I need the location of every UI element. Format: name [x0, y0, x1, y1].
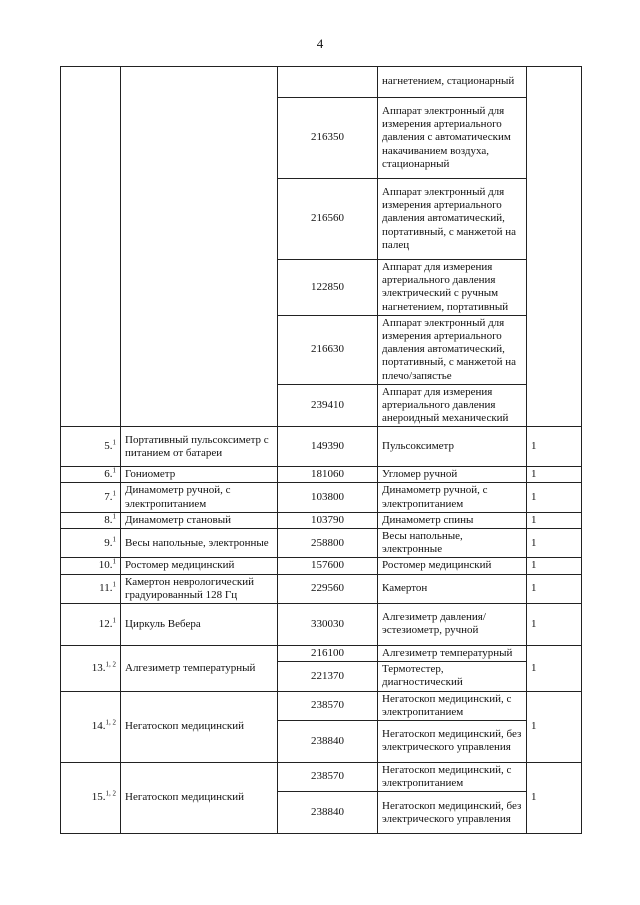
item-code: 330030: [278, 603, 378, 645]
row-number: 11.$^1$: [61, 574, 121, 603]
item-name: Динамометр становый: [121, 512, 278, 528]
item-description: Весы напольные, электронные: [378, 529, 527, 558]
row-number: 14.$^{1, 2}$: [61, 691, 121, 762]
item-description: нагнетением, стационарный: [378, 67, 527, 98]
item-code: [278, 67, 378, 98]
row-number: 12.$^1$: [61, 603, 121, 645]
item-code: 229560: [278, 574, 378, 603]
item-name: Портативный пульсоксиметр с питанием от батареи: [121, 427, 278, 467]
item-description: Аппарат электронный для измерения артериального давления автоматический, портативный, с манжетой на плечо/запястье: [378, 315, 527, 384]
row-number: 15.$^{1, 2}$: [61, 762, 121, 833]
item-quantity: 1: [527, 529, 582, 558]
item-quantity: 1: [527, 574, 582, 603]
table-row: [61, 574, 582, 603]
table-row: [61, 67, 582, 98]
item-name: Циркуль Вебера: [121, 603, 278, 645]
table-row: [61, 691, 582, 720]
table-row: [61, 558, 582, 574]
table-row: [61, 467, 582, 483]
row-number: 6.$^1$: [61, 467, 121, 483]
row-number: [61, 67, 121, 427]
item-description: Аппарат для измерения артериального давления электрический с ручным нагнетением, портативный: [378, 260, 527, 316]
item-description: Аппарат для измерения артериального давления анероидный механический: [378, 384, 527, 427]
item-quantity: 1: [527, 762, 582, 833]
item-code: 103800: [278, 483, 378, 512]
item-description: Негатоскоп медицинский, с электропитанием: [378, 762, 527, 791]
table-row: [61, 645, 582, 661]
item-name: Негатоскоп медицинский: [121, 691, 278, 762]
item-quantity: 1: [527, 483, 582, 512]
item-quantity: 1: [527, 691, 582, 762]
item-code: 238570: [278, 762, 378, 791]
table-row: [61, 427, 582, 467]
item-description: Динамометр спины: [378, 512, 527, 528]
item-description: Термотестер, диагностический: [378, 662, 527, 691]
item-description: Динамометр ручной, с электропитанием: [378, 483, 527, 512]
item-description: Угломер ручной: [378, 467, 527, 483]
item-code: 122850: [278, 260, 378, 316]
item-code: 258800: [278, 529, 378, 558]
item-description: Камертон: [378, 574, 527, 603]
item-code: 103790: [278, 512, 378, 528]
item-name: Весы напольные, электронные: [121, 529, 278, 558]
row-number: 8.$^1$: [61, 512, 121, 528]
item-code: 181060: [278, 467, 378, 483]
item-quantity: 1: [527, 558, 582, 574]
item-quantity: 1: [527, 603, 582, 645]
item-name: Динамометр ручной, с электропитанием: [121, 483, 278, 512]
item-code: 239410: [278, 384, 378, 427]
item-description: Аппарат электронный для измерения артериального давления автоматический, портативный, с манжетой на палец: [378, 179, 527, 260]
row-number: 13.$^{1, 2}$: [61, 645, 121, 691]
item-description: Алгезиметр температурный: [378, 645, 527, 661]
item-code: 238570: [278, 691, 378, 720]
table-row: [61, 483, 582, 512]
item-name: Камертон неврологический градуированный 128 Гц: [121, 574, 278, 603]
table-row: [61, 512, 582, 528]
item-code: 221370: [278, 662, 378, 691]
item-description: Негатоскоп медицинский, без электрического управления: [378, 792, 527, 834]
row-number: 5.$^1$: [61, 427, 121, 467]
item-quantity: 1: [527, 512, 582, 528]
item-code: 216350: [278, 98, 378, 179]
page-number: 4: [316, 36, 324, 51]
item-name: Гониометр: [121, 467, 278, 483]
item-code: 216560: [278, 179, 378, 260]
item-name: Ростомер медицинский: [121, 558, 278, 574]
item-code: 216630: [278, 315, 378, 384]
item-description: Пульсоксиметр: [378, 427, 527, 467]
row-number: 10.$^1$: [61, 558, 121, 574]
item-name: Алгезиметр температурный: [121, 645, 278, 691]
item-code: 216100: [278, 645, 378, 661]
item-description: Негатоскоп медицинский, без электрического управления: [378, 720, 527, 762]
table-row: [61, 603, 582, 645]
item-name: Негатоскоп медицинский: [121, 762, 278, 833]
item-code: 238840: [278, 720, 378, 762]
table-row: [61, 529, 582, 558]
item-quantity: 1: [527, 427, 582, 467]
item-code: 238840: [278, 792, 378, 834]
table-row: [61, 762, 582, 791]
item-code: 149390: [278, 427, 378, 467]
item-description: Алгезиметр давления/эстезиометр, ручной: [378, 603, 527, 645]
item-code: 157600: [278, 558, 378, 574]
item-quantity: 1: [527, 645, 582, 691]
item-description: Аппарат электронный для измерения артериального давления с автоматическим накачиванием воздуха, стационарный: [378, 98, 527, 179]
item-quantity: [527, 67, 582, 427]
row-number: 9.$^1$: [61, 529, 121, 558]
equipment-table: [60, 66, 582, 834]
row-number: 7.$^1$: [61, 483, 121, 512]
item-description: Ростомер медицинский: [378, 558, 527, 574]
item-quantity: 1: [527, 467, 582, 483]
item-description: Негатоскоп медицинский, с электропитанием: [378, 691, 527, 720]
item-name: [121, 67, 278, 427]
